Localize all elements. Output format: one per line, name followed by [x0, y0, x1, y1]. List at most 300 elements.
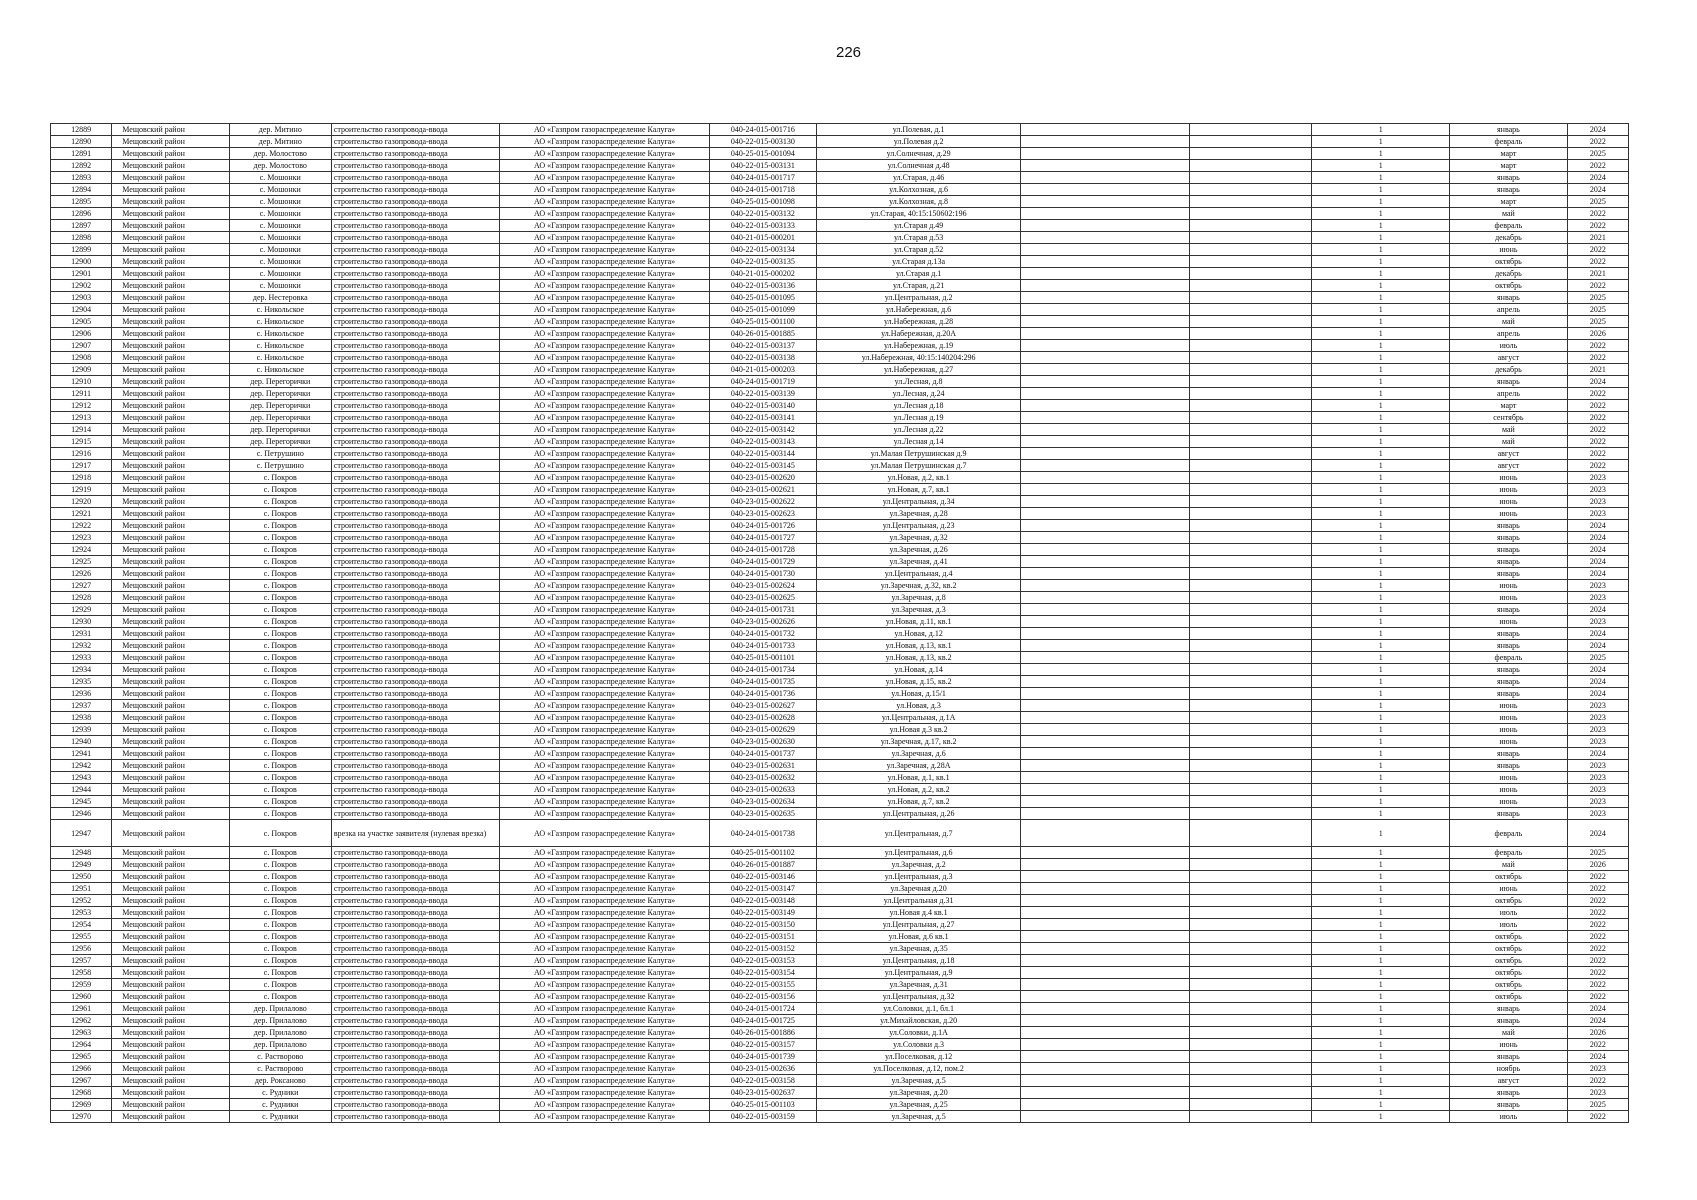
cell-work-type: строительство газопровода-ввода: [331, 955, 500, 967]
cell-work-type: строительство газопровода-ввода: [331, 568, 500, 580]
cell-empty-1: [1021, 436, 1190, 448]
cell-application-number: 040-24-015-001732: [709, 628, 816, 640]
cell-year: 2022: [1567, 943, 1628, 955]
cell-work-type: строительство газопровода-ввода: [331, 280, 500, 292]
cell-empty-2: [1189, 1063, 1312, 1075]
cell-work-type: строительство газопровода-ввода: [331, 1111, 500, 1123]
cell-address: ул.Набережная, д.27: [816, 364, 1020, 376]
cell-settlement: с. Мошонки: [229, 280, 331, 292]
cell-address: ул.Новая, д.2, кв.1: [816, 472, 1020, 484]
cell-empty-2: [1189, 292, 1312, 304]
cell-month: апрель: [1450, 388, 1567, 400]
cell-address: ул.Лесная, д.8: [816, 376, 1020, 388]
cell-work-type: строительство газопровода-ввода: [331, 748, 500, 760]
cell-empty-1: [1021, 895, 1190, 907]
cell-empty-2: [1189, 208, 1312, 220]
cell-empty-1: [1021, 991, 1190, 1003]
cell-quantity: 1: [1312, 628, 1450, 640]
cell-year: 2023: [1567, 808, 1628, 820]
cell-empty-1: [1021, 148, 1190, 160]
cell-organization: АО «Газпром газораспределение Калуга»: [500, 556, 709, 568]
cell-address: ул.Старая, д.46: [816, 172, 1020, 184]
cell-row-number: 12933: [51, 652, 112, 664]
cell-organization: АО «Газпром газораспределение Калуга»: [500, 364, 709, 376]
cell-district: Мещовский район: [112, 580, 229, 592]
cell-district: Мещовский район: [112, 232, 229, 244]
cell-address: ул.Поселковая, д.12, пом.2: [816, 1063, 1020, 1075]
cell-empty-2: [1189, 316, 1312, 328]
cell-address: ул.Лесная д.14: [816, 436, 1020, 448]
cell-settlement: с. Мошонки: [229, 232, 331, 244]
cell-settlement: с. Покров: [229, 859, 331, 871]
cell-year: 2022: [1567, 412, 1628, 424]
cell-district: Мещовский район: [112, 808, 229, 820]
cell-district: Мещовский район: [112, 400, 229, 412]
table-row: [51, 544, 1629, 556]
cell-month: сентябрь: [1450, 412, 1567, 424]
cell-row-number: 12952: [51, 895, 112, 907]
cell-quantity: 1: [1312, 640, 1450, 652]
cell-month: февраль: [1450, 652, 1567, 664]
cell-work-type: строительство газопровода-ввода: [331, 1027, 500, 1039]
cell-work-type: строительство газопровода-ввода: [331, 1075, 500, 1087]
cell-organization: АО «Газпром газораспределение Калуга»: [500, 907, 709, 919]
cell-year: 2024: [1567, 172, 1628, 184]
cell-application-number: 040-23-015-002634: [709, 796, 816, 808]
cell-work-type: строительство газопровода-ввода: [331, 664, 500, 676]
cell-row-number: 12963: [51, 1027, 112, 1039]
cell-row-number: 12923: [51, 532, 112, 544]
cell-month: октябрь: [1450, 991, 1567, 1003]
cell-address: ул.Поселковая, д.12: [816, 1051, 1020, 1063]
cell-year: 2022: [1567, 967, 1628, 979]
cell-address: ул.Старая, 40:15:150602:196: [816, 208, 1020, 220]
cell-organization: АО «Газпром газораспределение Калуга»: [500, 256, 709, 268]
cell-work-type: строительство газопровода-ввода: [331, 967, 500, 979]
cell-work-type: строительство газопровода-ввода: [331, 712, 500, 724]
table-row: [51, 1015, 1629, 1027]
cell-organization: АО «Газпром газораспределение Калуга»: [500, 640, 709, 652]
table-row: [51, 907, 1629, 919]
cell-year: 2026: [1567, 1027, 1628, 1039]
cell-row-number: 12912: [51, 400, 112, 412]
cell-empty-1: [1021, 1087, 1190, 1099]
cell-month: июнь: [1450, 712, 1567, 724]
table-row: [51, 871, 1629, 883]
cell-organization: АО «Газпром газораспределение Калуга»: [500, 919, 709, 931]
cell-month: февраль: [1450, 136, 1567, 148]
cell-application-number: 040-22-015-003140: [709, 400, 816, 412]
cell-month: январь: [1450, 748, 1567, 760]
cell-district: Мещовский район: [112, 847, 229, 859]
cell-row-number: 12893: [51, 172, 112, 184]
cell-application-number: 040-24-015-001738: [709, 820, 816, 847]
cell-district: Мещовский район: [112, 508, 229, 520]
cell-settlement: с. Покров: [229, 919, 331, 931]
cell-district: Мещовский район: [112, 931, 229, 943]
cell-organization: АО «Газпром газораспределение Калуга»: [500, 736, 709, 748]
cell-organization: АО «Газпром газораспределение Калуга»: [500, 712, 709, 724]
cell-empty-1: [1021, 472, 1190, 484]
cell-row-number: 12939: [51, 724, 112, 736]
cell-application-number: 040-22-015-003158: [709, 1075, 816, 1087]
cell-year: 2022: [1567, 340, 1628, 352]
cell-empty-2: [1189, 895, 1312, 907]
cell-month: январь: [1450, 1099, 1567, 1111]
cell-organization: АО «Газпром газораспределение Калуга»: [500, 652, 709, 664]
cell-empty-2: [1189, 1087, 1312, 1099]
cell-month: январь: [1450, 568, 1567, 580]
cell-year: 2022: [1567, 220, 1628, 232]
cell-year: 2024: [1567, 1051, 1628, 1063]
table-row: [51, 148, 1629, 160]
cell-row-number: 12937: [51, 700, 112, 712]
table-row: [51, 883, 1629, 895]
cell-empty-2: [1189, 388, 1312, 400]
cell-organization: АО «Газпром газораспределение Калуга»: [500, 292, 709, 304]
cell-empty-1: [1021, 919, 1190, 931]
cell-work-type: строительство газопровода-ввода: [331, 676, 500, 688]
cell-address: ул.Заречная, д.5: [816, 1075, 1020, 1087]
cell-district: Мещовский район: [112, 412, 229, 424]
cell-empty-1: [1021, 1075, 1190, 1087]
cell-empty-2: [1189, 352, 1312, 364]
cell-organization: АО «Газпром газораспределение Калуга»: [500, 412, 709, 424]
cell-empty-2: [1189, 556, 1312, 568]
cell-empty-1: [1021, 604, 1190, 616]
cell-work-type: строительство газопровода-ввода: [331, 508, 500, 520]
cell-settlement: с. Покров: [229, 544, 331, 556]
cell-organization: АО «Газпром газораспределение Калуга»: [500, 172, 709, 184]
cell-address: ул.Новая, д.13, кв.2: [816, 652, 1020, 664]
cell-year: 2025: [1567, 196, 1628, 208]
table-row: [51, 556, 1629, 568]
cell-empty-2: [1189, 1039, 1312, 1051]
cell-year: 2022: [1567, 895, 1628, 907]
cell-month: январь: [1450, 760, 1567, 772]
table-row: [51, 847, 1629, 859]
cell-district: Мещовский район: [112, 376, 229, 388]
cell-empty-2: [1189, 772, 1312, 784]
table-row: [51, 496, 1629, 508]
cell-address: ул.Старая д.52: [816, 244, 1020, 256]
cell-organization: АО «Газпром газораспределение Калуга»: [500, 664, 709, 676]
cell-empty-2: [1189, 919, 1312, 931]
cell-address: ул.Центральная, д.3: [816, 871, 1020, 883]
cell-month: январь: [1450, 532, 1567, 544]
cell-organization: АО «Газпром газораспределение Калуга»: [500, 979, 709, 991]
cell-organization: АО «Газпром газораспределение Калуга»: [500, 544, 709, 556]
cell-quantity: 1: [1312, 688, 1450, 700]
cell-year: 2023: [1567, 496, 1628, 508]
cell-organization: АО «Газпром газораспределение Калуга»: [500, 847, 709, 859]
cell-month: май: [1450, 424, 1567, 436]
cell-quantity: 1: [1312, 907, 1450, 919]
cell-empty-1: [1021, 664, 1190, 676]
cell-address: ул.Заречная, д.6: [816, 748, 1020, 760]
table-row: [51, 484, 1629, 496]
cell-organization: АО «Газпром газораспределение Калуга»: [500, 883, 709, 895]
cell-application-number: 040-24-015-001731: [709, 604, 816, 616]
cell-year: 2022: [1567, 871, 1628, 883]
cell-quantity: 1: [1312, 1075, 1450, 1087]
cell-empty-1: [1021, 244, 1190, 256]
cell-address: ул.Заречная, д.28А: [816, 760, 1020, 772]
cell-empty-2: [1189, 931, 1312, 943]
cell-month: февраль: [1450, 220, 1567, 232]
cell-empty-2: [1189, 328, 1312, 340]
cell-district: Мещовский район: [112, 184, 229, 196]
cell-empty-2: [1189, 724, 1312, 736]
cell-year: 2024: [1567, 544, 1628, 556]
cell-quantity: 1: [1312, 280, 1450, 292]
cell-row-number: 12961: [51, 1003, 112, 1015]
cell-work-type: строительство газопровода-ввода: [331, 208, 500, 220]
cell-application-number: 040-25-015-001095: [709, 292, 816, 304]
cell-row-number: 12930: [51, 616, 112, 628]
cell-organization: АО «Газпром газораспределение Калуга»: [500, 943, 709, 955]
cell-empty-1: [1021, 1111, 1190, 1123]
table-row: [51, 328, 1629, 340]
cell-district: Мещовский район: [112, 592, 229, 604]
cell-organization: АО «Газпром газораспределение Калуга»: [500, 871, 709, 883]
table-row: [51, 652, 1629, 664]
cell-application-number: 040-22-015-003135: [709, 256, 816, 268]
cell-quantity: 1: [1312, 808, 1450, 820]
cell-organization: АО «Газпром газораспределение Калуга»: [500, 508, 709, 520]
cell-work-type: строительство газопровода-ввода: [331, 1099, 500, 1111]
cell-year: 2024: [1567, 1003, 1628, 1015]
cell-year: 2022: [1567, 931, 1628, 943]
cell-district: Мещовский район: [112, 1027, 229, 1039]
cell-month: июнь: [1450, 772, 1567, 784]
register-table: [50, 123, 1629, 1123]
cell-settlement: с. Рудники: [229, 1111, 331, 1123]
table-row: [51, 1027, 1629, 1039]
cell-year: 2022: [1567, 979, 1628, 991]
cell-year: 2023: [1567, 592, 1628, 604]
table-row: [51, 400, 1629, 412]
cell-address: ул.Новая, д.14: [816, 664, 1020, 676]
cell-month: январь: [1450, 520, 1567, 532]
cell-district: Мещовский район: [112, 280, 229, 292]
cell-month: май: [1450, 859, 1567, 871]
cell-district: Мещовский район: [112, 328, 229, 340]
cell-empty-2: [1189, 244, 1312, 256]
cell-quantity: 1: [1312, 460, 1450, 472]
cell-settlement: с. Мошонки: [229, 256, 331, 268]
cell-district: Мещовский район: [112, 340, 229, 352]
cell-organization: АО «Газпром газораспределение Калуга»: [500, 967, 709, 979]
cell-quantity: 1: [1312, 1015, 1450, 1027]
cell-year: 2022: [1567, 1039, 1628, 1051]
cell-year: 2025: [1567, 847, 1628, 859]
cell-row-number: 12953: [51, 907, 112, 919]
cell-application-number: 040-23-015-002628: [709, 712, 816, 724]
cell-month: июнь: [1450, 592, 1567, 604]
cell-row-number: 12903: [51, 292, 112, 304]
cell-empty-1: [1021, 136, 1190, 148]
cell-district: Мещовский район: [112, 979, 229, 991]
cell-district: Мещовский район: [112, 919, 229, 931]
cell-quantity: 1: [1312, 859, 1450, 871]
table-row: [51, 604, 1629, 616]
cell-settlement: с. Рудники: [229, 1087, 331, 1099]
table-row: [51, 1039, 1629, 1051]
cell-year: 2022: [1567, 991, 1628, 1003]
cell-empty-2: [1189, 808, 1312, 820]
cell-settlement: дер. Прилалово: [229, 1027, 331, 1039]
cell-settlement: с. Мошонки: [229, 196, 331, 208]
cell-month: октябрь: [1450, 955, 1567, 967]
cell-district: Мещовский район: [112, 160, 229, 172]
cell-application-number: 040-22-015-003137: [709, 340, 816, 352]
table-row: [51, 712, 1629, 724]
cell-application-number: 040-23-015-002635: [709, 808, 816, 820]
cell-year: 2024: [1567, 556, 1628, 568]
cell-district: Мещовский район: [112, 700, 229, 712]
cell-application-number: 040-23-015-002623: [709, 508, 816, 520]
cell-empty-1: [1021, 532, 1190, 544]
cell-empty-1: [1021, 1051, 1190, 1063]
cell-application-number: 040-24-015-001728: [709, 544, 816, 556]
cell-empty-2: [1189, 124, 1312, 136]
cell-settlement: с. Покров: [229, 955, 331, 967]
cell-work-type: строительство газопровода-ввода: [331, 316, 500, 328]
cell-address: ул.Новая, д.13, кв.1: [816, 640, 1020, 652]
cell-application-number: 040-26-015-001887: [709, 859, 816, 871]
cell-empty-1: [1021, 724, 1190, 736]
cell-district: Мещовский район: [112, 292, 229, 304]
cell-quantity: 1: [1312, 700, 1450, 712]
cell-month: январь: [1450, 640, 1567, 652]
cell-organization: АО «Газпром газораспределение Калуга»: [500, 448, 709, 460]
cell-application-number: 040-25-015-001100: [709, 316, 816, 328]
cell-work-type: строительство газопровода-ввода: [331, 736, 500, 748]
table-row: [51, 700, 1629, 712]
cell-empty-1: [1021, 955, 1190, 967]
cell-settlement: с. Покров: [229, 820, 331, 847]
cell-empty-2: [1189, 943, 1312, 955]
cell-application-number: 040-22-015-003133: [709, 220, 816, 232]
cell-address: ул.Заречная, д.20: [816, 1087, 1020, 1099]
cell-district: Мещовский район: [112, 628, 229, 640]
cell-application-number: 040-25-015-001094: [709, 148, 816, 160]
cell-work-type: строительство газопровода-ввода: [331, 592, 500, 604]
cell-year: 2022: [1567, 136, 1628, 148]
cell-month: май: [1450, 208, 1567, 220]
cell-month: январь: [1450, 376, 1567, 388]
cell-application-number: 040-22-015-003156: [709, 991, 816, 1003]
cell-month: март: [1450, 196, 1567, 208]
cell-work-type: строительство газопровода-ввода: [331, 172, 500, 184]
cell-month: январь: [1450, 172, 1567, 184]
cell-empty-1: [1021, 871, 1190, 883]
table-row: [51, 616, 1629, 628]
cell-work-type: строительство газопровода-ввода: [331, 544, 500, 556]
cell-district: Мещовский район: [112, 268, 229, 280]
cell-organization: АО «Газпром газораспределение Калуга»: [500, 496, 709, 508]
cell-month: июнь: [1450, 724, 1567, 736]
cell-application-number: 040-24-015-001717: [709, 172, 816, 184]
cell-organization: АО «Газпром газораспределение Калуга»: [500, 520, 709, 532]
cell-work-type: строительство газопровода-ввода: [331, 424, 500, 436]
cell-year: 2023: [1567, 484, 1628, 496]
cell-district: Мещовский район: [112, 148, 229, 160]
cell-settlement: с. Покров: [229, 508, 331, 520]
table-row: [51, 388, 1629, 400]
cell-work-type: строительство газопровода-ввода: [331, 919, 500, 931]
cell-application-number: 040-21-015-000202: [709, 268, 816, 280]
cell-district: Мещовский район: [112, 460, 229, 472]
cell-work-type: строительство газопровода-ввода: [331, 184, 500, 196]
cell-settlement: с. Покров: [229, 484, 331, 496]
cell-empty-2: [1189, 232, 1312, 244]
table-row: [51, 1063, 1629, 1075]
cell-empty-1: [1021, 520, 1190, 532]
cell-row-number: 12950: [51, 871, 112, 883]
cell-organization: АО «Газпром газораспределение Калуга»: [500, 859, 709, 871]
cell-empty-1: [1021, 1099, 1190, 1111]
cell-quantity: 1: [1312, 895, 1450, 907]
cell-year: 2022: [1567, 352, 1628, 364]
cell-address: ул.Колхозная, д.6: [816, 184, 1020, 196]
cell-year: 2022: [1567, 1075, 1628, 1087]
cell-year: 2023: [1567, 796, 1628, 808]
cell-quantity: 1: [1312, 748, 1450, 760]
cell-empty-1: [1021, 1039, 1190, 1051]
cell-address: ул.Солнечная д.48: [816, 160, 1020, 172]
cell-row-number: 12969: [51, 1099, 112, 1111]
table-row: [51, 628, 1629, 640]
cell-row-number: 12907: [51, 340, 112, 352]
table-row: [51, 568, 1629, 580]
cell-settlement: с. Петрушино: [229, 460, 331, 472]
cell-quantity: 1: [1312, 931, 1450, 943]
cell-quantity: 1: [1312, 328, 1450, 340]
cell-empty-1: [1021, 208, 1190, 220]
cell-row-number: 12908: [51, 352, 112, 364]
cell-application-number: 040-22-015-003132: [709, 208, 816, 220]
cell-empty-2: [1189, 256, 1312, 268]
cell-row-number: 12962: [51, 1015, 112, 1027]
cell-work-type: строительство газопровода-ввода: [331, 688, 500, 700]
cell-year: 2022: [1567, 448, 1628, 460]
cell-application-number: 040-26-015-001886: [709, 1027, 816, 1039]
cell-empty-1: [1021, 883, 1190, 895]
cell-application-number: 040-26-015-001885: [709, 328, 816, 340]
cell-address: ул.Малая Петрушинская д.9: [816, 448, 1020, 460]
cell-organization: АО «Газпром газораспределение Калуга»: [500, 280, 709, 292]
cell-work-type: строительство газопровода-ввода: [331, 1039, 500, 1051]
cell-settlement: дер. Перегорички: [229, 376, 331, 388]
cell-work-type: строительство газопровода-ввода: [331, 532, 500, 544]
cell-quantity: 1: [1312, 436, 1450, 448]
cell-organization: АО «Газпром газораспределение Калуга»: [500, 1111, 709, 1123]
cell-work-type: строительство газопровода-ввода: [331, 1063, 500, 1075]
cell-empty-1: [1021, 508, 1190, 520]
cell-work-type: строительство газопровода-ввода: [331, 1051, 500, 1063]
cell-organization: АО «Газпром газораспределение Калуга»: [500, 400, 709, 412]
cell-row-number: 12938: [51, 712, 112, 724]
cell-work-type: строительство газопровода-ввода: [331, 448, 500, 460]
cell-month: январь: [1450, 184, 1567, 196]
cell-year: 2022: [1567, 436, 1628, 448]
cell-month: февраль: [1450, 847, 1567, 859]
cell-month: март: [1450, 148, 1567, 160]
cell-year: 2024: [1567, 664, 1628, 676]
cell-organization: АО «Газпром газораспределение Калуга»: [500, 160, 709, 172]
